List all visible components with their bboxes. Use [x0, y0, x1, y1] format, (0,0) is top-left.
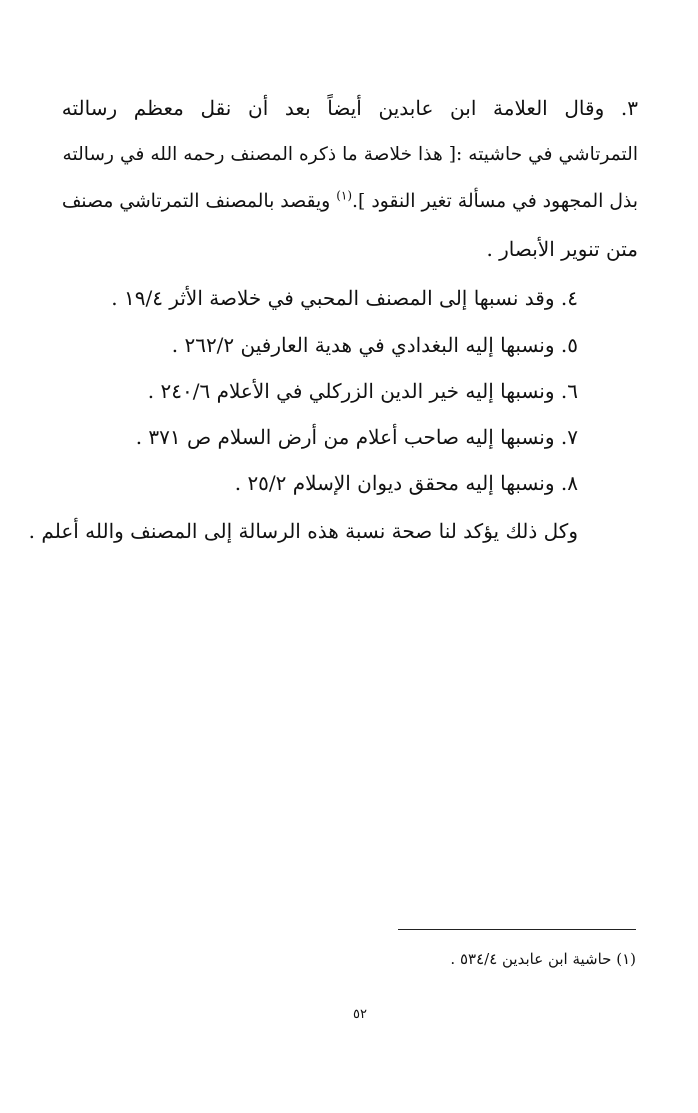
footnote-marker: (١) — [336, 188, 353, 203]
footnote-divider — [398, 929, 636, 930]
paragraph-3-line-4: متن تنوير الأبصار . — [486, 237, 638, 261]
paragraph-3-line-1: ٣. وقال العلامة ابن عابدين أيضاً بعد أن نقل معظم رسالته — [61, 96, 638, 120]
list-item: ٧. ونسبها إليه صاحب أعلام من أرض السلام ص ٣٧١ . — [135, 425, 578, 449]
footnote-text: (١) حاشية ابن عابدين ٥٣٤/٤ . — [450, 950, 636, 968]
paragraph-3-line-3-part-2: ويقصد بالمصنف التمرتاشي مصنف — [61, 191, 337, 212]
list-item: ٦. ونسبها إليه خير الدين الزركلي في الأعلام ٢٤٠/٦ . — [147, 379, 578, 403]
paragraph-3-line-3-part-1: بذل المجهود في مسألة تغير النقود ]. — [352, 191, 638, 212]
list-item: ٨. ونسبها إليه محقق ديوان الإسلام ٢٥/٢ . — [234, 471, 578, 495]
list-item: ٥. ونسبها إليه البغدادي في هدية العارفين ٢٦٢/٢ . — [171, 333, 578, 357]
paragraph-3-line-3 — [62, 187, 638, 217]
list-item: ٤. وقد نسبها إلى المصنف المحبي في خلاصة الأثر ١٩/٤ . — [111, 286, 578, 310]
conclusion-text: وكل ذلك يؤكد لنا صحة نسبة هذه الرسالة إلى المصنف والله أعلم . — [28, 519, 578, 543]
paragraph-3-line-2: التمرتاشي في حاشيته :[ هذا خلاصة ما ذكره المصنف رحمه الله في رسالته — [62, 144, 638, 165]
page-number: ٥٢ — [353, 1007, 367, 1022]
